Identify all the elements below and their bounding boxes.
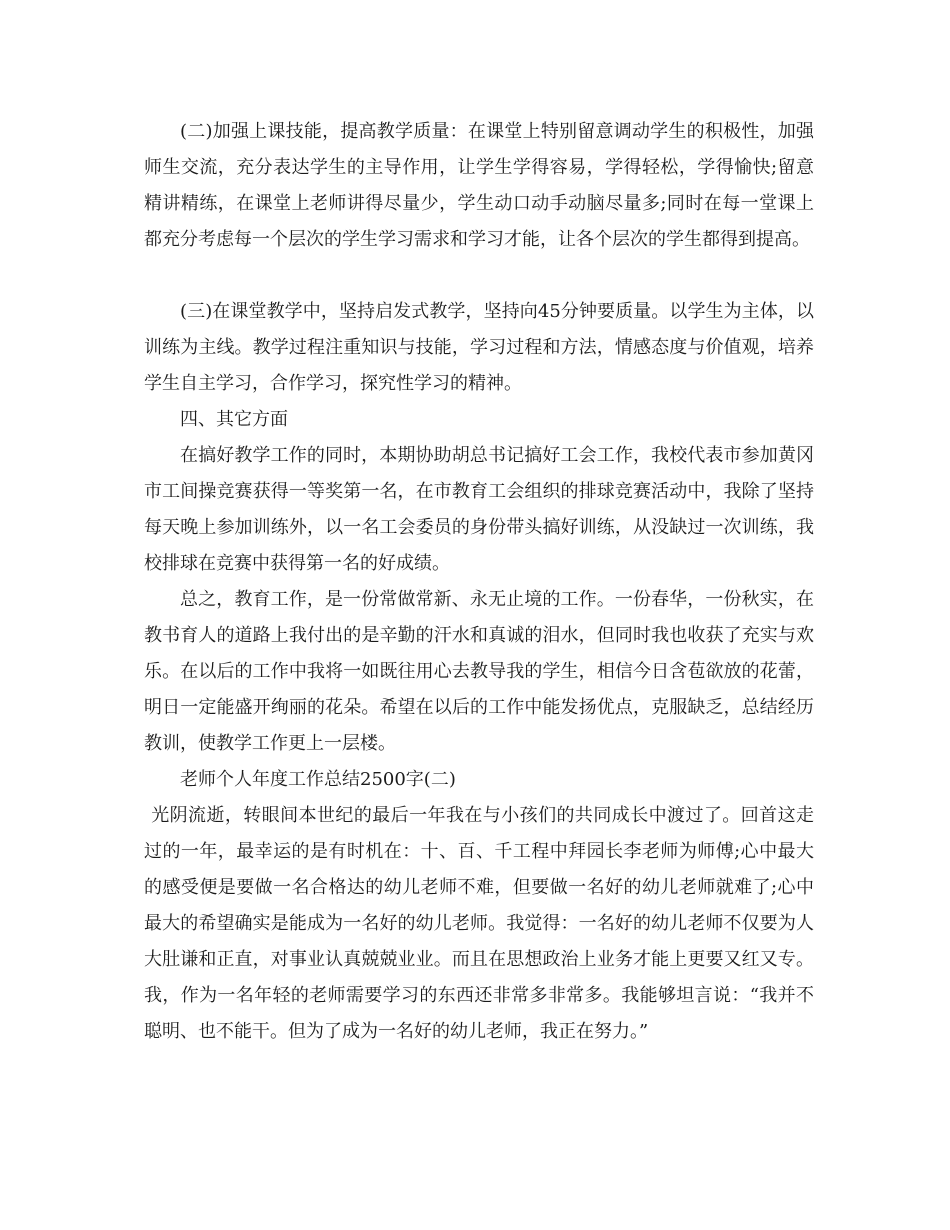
section-heading-other-aspects: 四、其它方面	[180, 409, 288, 430]
paragraph-summary: 总之，教育工作，是一份常做常新、永无止境的工作。一份春华，一份秋实，在教书育人的道路上我付出的是辛勤的汗水和真诚的泪水，但同时我也收获了充实与欢乐。在以后的工作中我将一如既往用心去教导我的学生，相信今日含苞欲放的花蕾，明日一定能盛开绚丽的花朵。希望在以后的工作中能发扬优点，克服缺乏，总结经历教训，使教学工作更上一层楼。	[144, 589, 814, 754]
paragraph-teaching-skills: (二)加强上课技能，提高教学质量：在课堂上特别留意调动学生的积极性，加强师生交流，充分表达学生的主导作用，让学生学得容易，学得轻松，学得愉快;留意精讲精练，在课堂上老师讲得尽量少，学生动口动手动脑尽量多;同时在每一堂课上都充分考虑每一个层次的学生学习需求和学习才能，让各个层次的学生都得到提高。	[144, 121, 814, 250]
paragraph-time-passes: 光阴流逝，转眼间本世纪的最后一年我在与小孩们的共同成长中渡过了。回首这走过的一年，最幸运的是有时机在：十、百、千工程中拜园长李老师为师傅;心中最大的感受便是要做一名合格达的幼儿老师不难，但要做一名好的幼儿老师就难了;心中最大的希望确实是能成为一名好的幼儿老师。我觉得：一名好的幼儿老师不仅要为人大肚谦和正直，对事业认真兢兢业业。而且在思想政治上业务才能上更要又红又专。我，作为一名年轻的老师需要学习的东西还非常多非常多。我能够坦言说：“我并不聪明、也不能干。但为了成为一名好的幼儿老师，我正在努力。”	[144, 805, 814, 1042]
section-heading-annual-summary-two: 老师个人年度工作总结2500字(二)	[180, 769, 456, 790]
paragraph-classroom-teaching: (三)在课堂教学中，坚持启发式教学，坚持向45分钟要质量。以学生为主体，以训练为主线。教学过程注重知识与技能，学习过程和方法，情感态度与价值观，培养学生自主学习，合作学习，探究性学习的精神。	[144, 301, 814, 394]
paragraph-union-work: 在搞好教学工作的同时，本期协助胡总书记搞好工会工作，我校代表市参加黄冈市工间操竞赛获得一等奖第一名，在市教育工会组织的排球竞赛活动中，我除了坚持每天晚上参加训练外，以一名工会委员的身份带头搞好训练，从没缺过一次训练，我校排球在竞赛中获得第一名的好成绩。	[144, 445, 814, 574]
